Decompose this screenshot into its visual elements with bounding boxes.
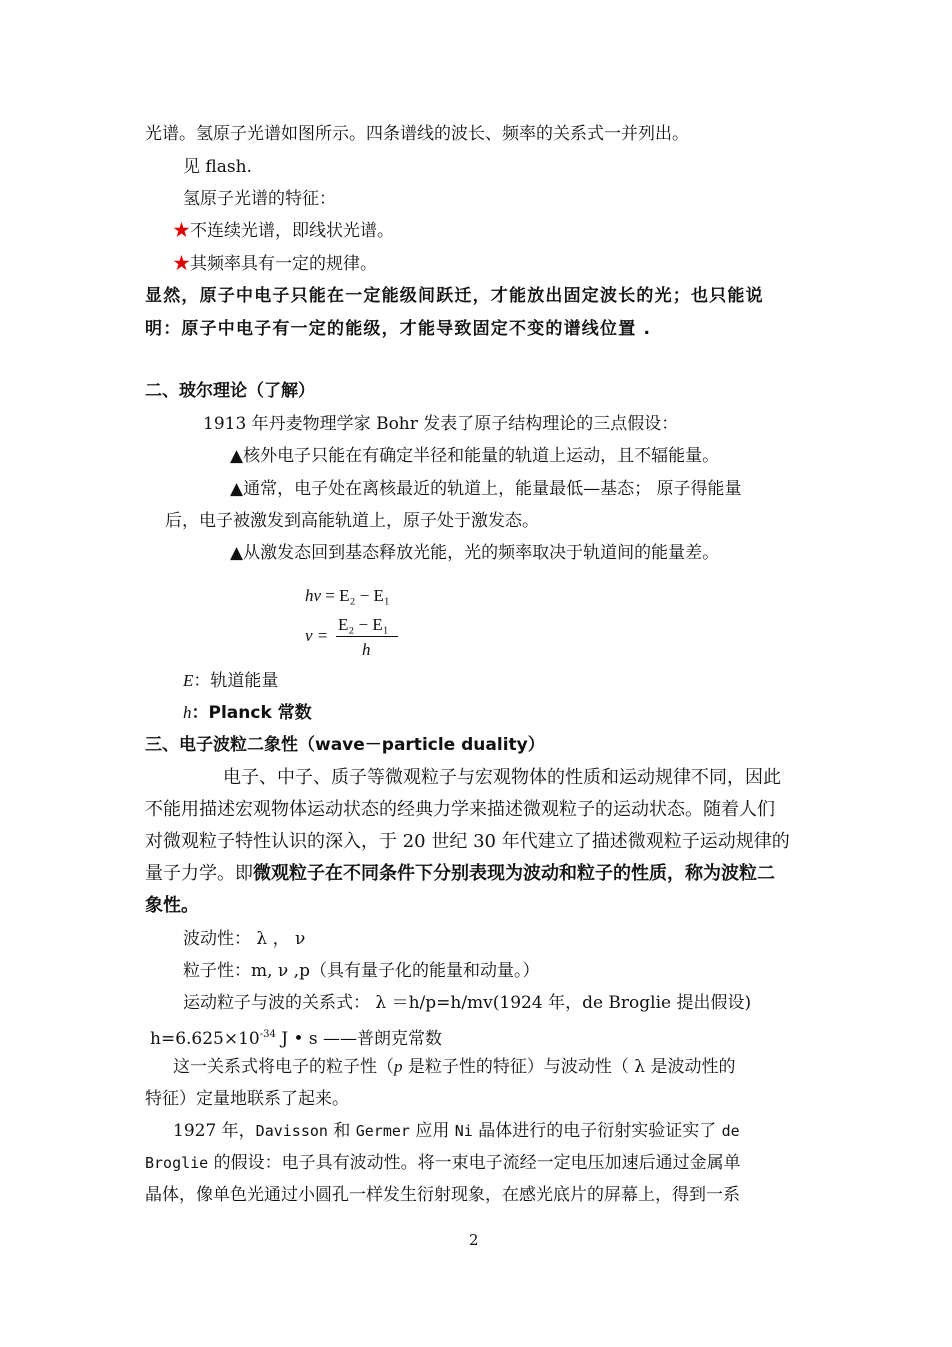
symbol: p — [394, 1057, 403, 1076]
text-run: 的假设：电子具有波动性。将一束电子流经一定电压加速后通过金属单 — [208, 1153, 741, 1173]
star-icon: ★ — [173, 254, 190, 274]
paragraph-line: 对微观粒子特性认识的深入，于 20 世纪 30 年代建立了描述微观粒子运动规律的 — [145, 831, 790, 852]
paragraph-line — [145, 863, 775, 885]
text-run: Ni — [454, 1122, 473, 1140]
equation-hv — [305, 585, 390, 607]
text-run: h=6.625×10 — [150, 1029, 260, 1049]
definition-text: ：Planck 常数 — [191, 703, 312, 723]
paragraph-line: 光谱。氢原子光谱如图所示。四条谱线的波长、频率的关系式一并列出。 — [145, 124, 689, 144]
paragraph-line — [173, 1056, 736, 1078]
equation-nu-lhs: ν = — [305, 626, 329, 645]
text-run: 晶体进行的电子衍射实验证实了 — [472, 1121, 722, 1141]
text-run: Broglie — [145, 1154, 209, 1172]
star-icon: ★ — [173, 221, 190, 241]
equation-lhs: hν — [305, 586, 322, 605]
planck-constant-line — [150, 1024, 442, 1050]
bold-text-run: 微观粒子在不同条件下分别表现为波动和粒子的性质，称为波粒二 — [253, 863, 775, 884]
paragraph-line: 后，电子被激发到高能轨道上，原子处于激发态。 — [165, 511, 539, 531]
text-run: Germer — [355, 1122, 410, 1140]
text-run: 这一关系式将电子的粒子性（ — [173, 1057, 394, 1077]
paragraph-line: 氢原子光谱的特征： — [183, 189, 336, 209]
text-run: 量子力学。即 — [145, 863, 253, 884]
fraction-denominator: h — [362, 640, 371, 659]
emphasis-line: 明：原子中电子有一定的能级，才能导致固定不变的谱线位置 . — [145, 319, 652, 339]
paragraph-line: 粒子性：m, ν ,p（具有量子化的能量和动量。） — [183, 961, 540, 981]
fraction-bar — [336, 636, 398, 637]
symbol: h — [183, 703, 192, 722]
emphasis-line: 显然，原子中电子只能在一定能级间跃迁，才能放出固定波长的光；也只能说 — [145, 286, 764, 306]
paragraph-line: 象性。 — [145, 895, 199, 916]
paragraph-line: 波动性： λ ， ν — [183, 929, 306, 949]
text-run: 1927 年， — [173, 1121, 256, 1141]
section-heading: 二、玻尔理论（了解） — [145, 381, 315, 401]
text-run: 是粒子性的特征）与波动性（ λ 是波动性的 — [402, 1057, 736, 1077]
text-run: 和 — [327, 1121, 356, 1141]
exponent: -34 — [259, 1029, 276, 1040]
symbol: E — [183, 671, 194, 690]
paragraph-line: 特征）定量地联系了起来。 — [145, 1089, 349, 1109]
paragraph-line: 晶体，像单色光通过小圆孔一样发生衍射现象，在感光底片的屏幕上，得到一系 — [145, 1185, 740, 1205]
text-run: de — [721, 1122, 740, 1140]
text-run: 应用 — [409, 1121, 455, 1141]
text-run: J • s ——普朗克常数 — [275, 1029, 443, 1049]
list-item-text: 其频率具有一定的规律。 — [190, 254, 377, 274]
definition-text: ：轨道能量 — [193, 671, 279, 691]
fraction-numerator: E₂ − E₁ — [338, 615, 389, 634]
list-item-text: 不连续光谱，即线状光谱。 — [190, 221, 394, 241]
paragraph-line: 1913 年丹麦物理学家 Bohr 发表了原子结构理论的三点假设： — [203, 414, 679, 434]
paragraph-line — [145, 1152, 741, 1174]
paragraph-line: 见 flash. — [183, 157, 252, 177]
page-number: 2 — [469, 1231, 479, 1249]
text-run: Davisson — [255, 1122, 328, 1140]
triangle-bullet-line: ▲从激发态回到基态释放光能，光的频率取决于轨道间的能量差。 — [230, 543, 720, 563]
paragraph-line — [173, 1120, 740, 1142]
triangle-bullet-line: ▲通常，电子处在离核最近的轨道上，能量最低—基态； 原子得能量 — [230, 479, 742, 499]
list-item — [173, 253, 377, 275]
definition-line — [183, 670, 278, 692]
equation-rhs: = E₂ − E₁ — [325, 586, 390, 605]
paragraph-line: 不能用描述宏观物体运动状态的经典力学来描述微观粒子的运动状态。随着人们 — [145, 799, 775, 820]
paragraph-line: 运动粒子与波的关系式： λ ＝h/p=h/mv(1924 年，de Broglie 提出假设) — [183, 993, 752, 1013]
list-item — [173, 220, 394, 242]
section-heading: 三、电子波粒二象性（wave－particle duality） — [145, 735, 545, 755]
definition-line — [183, 702, 312, 724]
triangle-bullet-line: ▲核外电子只能在有确定半径和能量的轨道上运动，且不辐能量。 — [230, 446, 720, 466]
paragraph-line: 电子、中子、质子等微观粒子与宏观物体的性质和运动规律不同，因此 — [223, 767, 781, 788]
